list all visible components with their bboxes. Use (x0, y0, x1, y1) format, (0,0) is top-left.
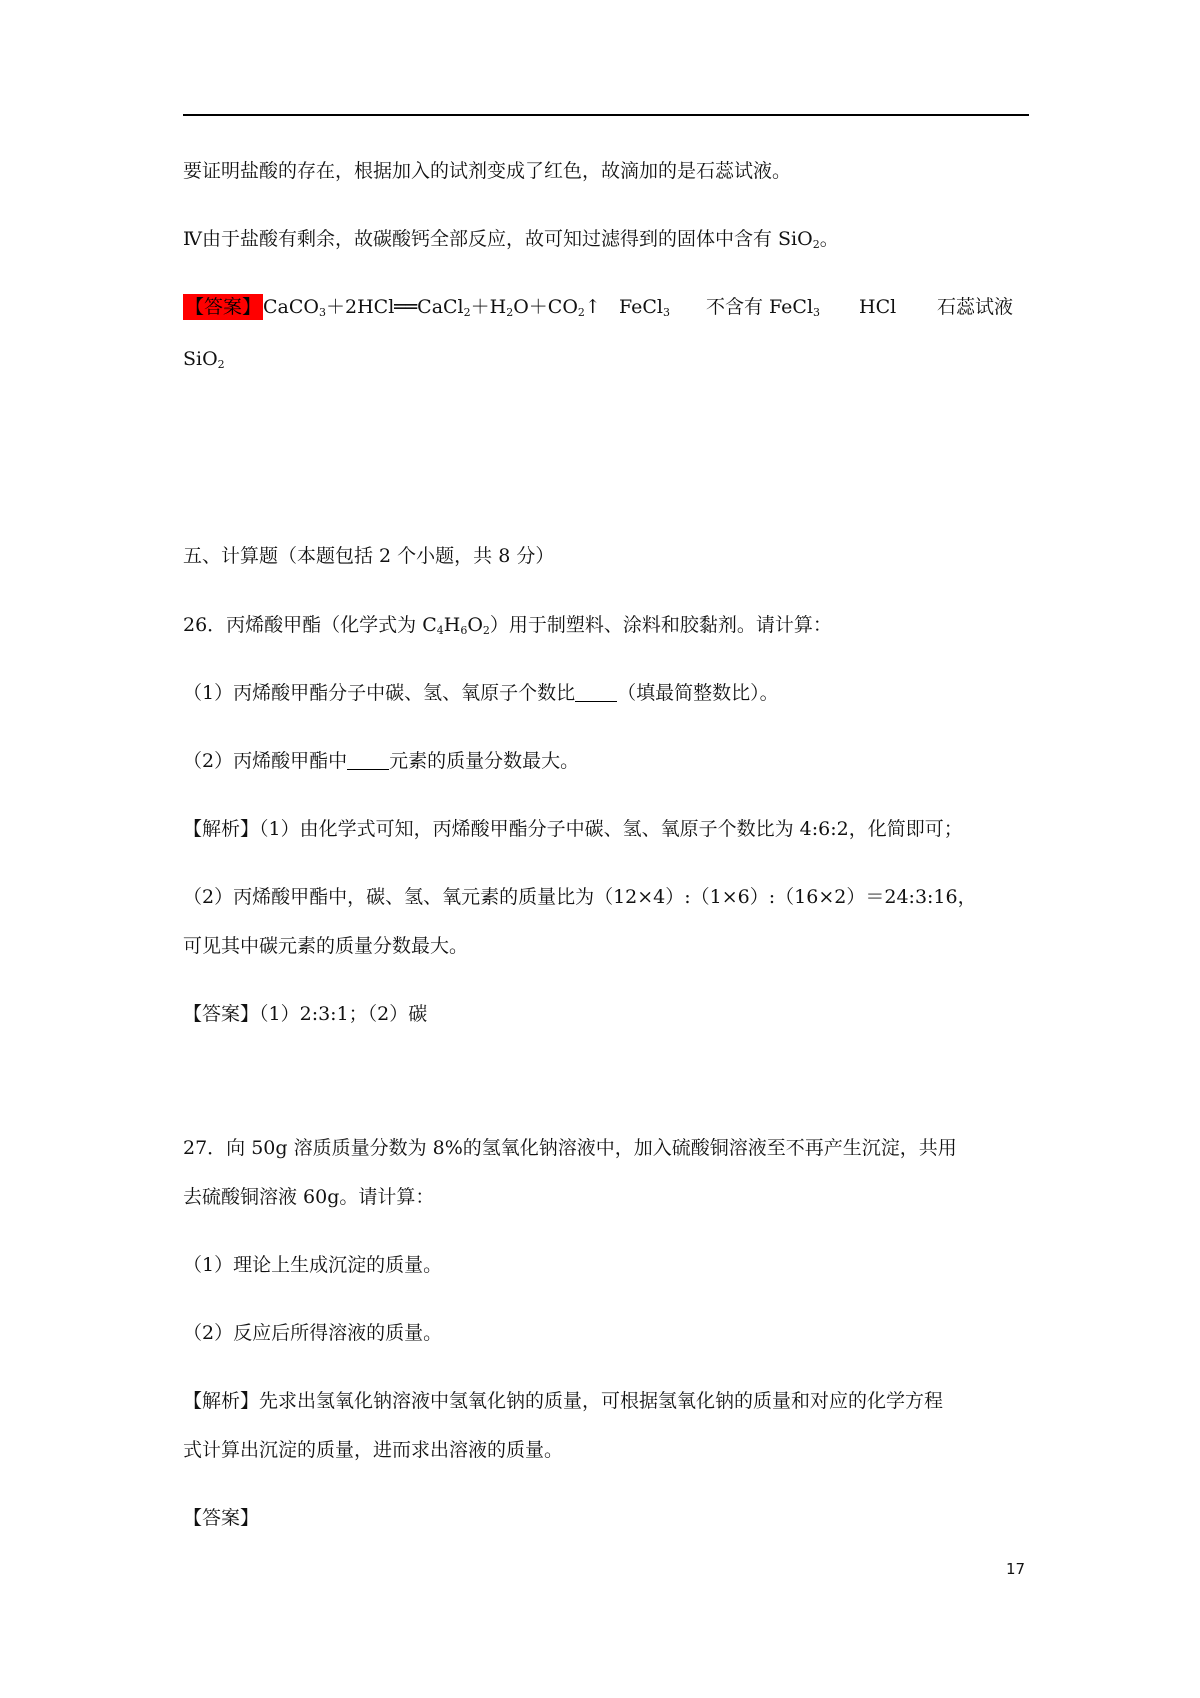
q26-answer: 【答案】（1）2:3:1；（2）碳 (183, 1003, 428, 1025)
paragraph-sio2 (183, 226, 839, 252)
text: 五、计算题（本题包括 2 个小题，共 8 分） (183, 545, 555, 567)
q27-answer: 【答案】 (183, 1507, 260, 1529)
section-title (183, 543, 554, 569)
q27-analysis-2: 式计算出沉淀的质量，进而求出溶液的质量。 (183, 1439, 564, 1461)
q27-analysis-1: 【解析】先求出氢氧化钠溶液中氢氧化钠的质量，可根据氢氧化钠的质量和对应的化学方程 (183, 1390, 944, 1412)
equation: $CaCO_3+2HCl══CaCl_2+H_2O+CO_2↑$ (263, 296, 601, 319)
q26-sub2: （2）丙烯酸甲酯中 元素的质量分数最大。 (183, 750, 580, 772)
answer-line-1 (183, 294, 1029, 320)
answer-line-1b (183, 346, 225, 372)
answer-blank[interactable] (347, 749, 389, 770)
text: 要证明盐酸的存在，根据加入的试剂变成了红色，故滴加的是石蕊试液。 (183, 160, 792, 182)
q27-stem-1: 27．向 50g 溶质质量分数为 8%的氢氧化钠溶液中，加入硫酸铜溶液至不再产生沉淀，共用 (183, 1137, 957, 1159)
answer-fecl3: FeCl$_3$ (619, 296, 671, 319)
text: Ⅳ由于盐酸有剩余，故碳酸钙全部反应，故可知过滤得到的固体中含有 SiO (183, 228, 813, 250)
q26-analysis-2: （2）丙烯酸甲酯中，碳、氢、氧元素的质量比为（12×4）:（1×6）:（16×2）＝24:3:16， (183, 886, 977, 908)
q26-analysis-1: 【解析】（1）由化学式可知，丙烯酸甲酯分子中碳、氢、氧原子个数比为 4:6:2，化简即可； (183, 818, 963, 840)
answer-no-fecl3: 不含有 FeCl$_3$ (706, 296, 821, 319)
q27-sub1: （1）理论上生成沉淀的质量。 (183, 1254, 443, 1276)
q26-analysis-3: 可见其中碳元素的质量分数最大。 (183, 935, 469, 957)
answer-blank[interactable] (575, 681, 617, 702)
page-number: 17 (1006, 1560, 1026, 1578)
header-rule (183, 114, 1029, 116)
answer-hcl: HCl (859, 296, 897, 318)
answer-label-highlight: 【答案】 (185, 296, 262, 318)
q26-stem: 26．丙烯酸甲酯（化学式为 $C_4H_6O_2$）用于制塑料、涂料和胶黏剂。请计算： (183, 614, 832, 637)
answer-litmus: 石蕊试液 (937, 296, 1014, 318)
paragraph-litmus (183, 158, 791, 184)
q26-sub1: （1）丙烯酸甲酯分子中碳、氢、氧原子个数比 （填最简整数比）。 (183, 682, 779, 704)
subscript: 2 (812, 238, 820, 251)
text: 。 (819, 228, 839, 250)
text: SiO (183, 348, 218, 370)
q27-stem-2: 去硫酸铜溶液 60g。请计算： (183, 1186, 435, 1208)
subscript: 2 (217, 358, 225, 371)
q27-sub2: （2）反应后所得溶液的质量。 (183, 1322, 443, 1344)
